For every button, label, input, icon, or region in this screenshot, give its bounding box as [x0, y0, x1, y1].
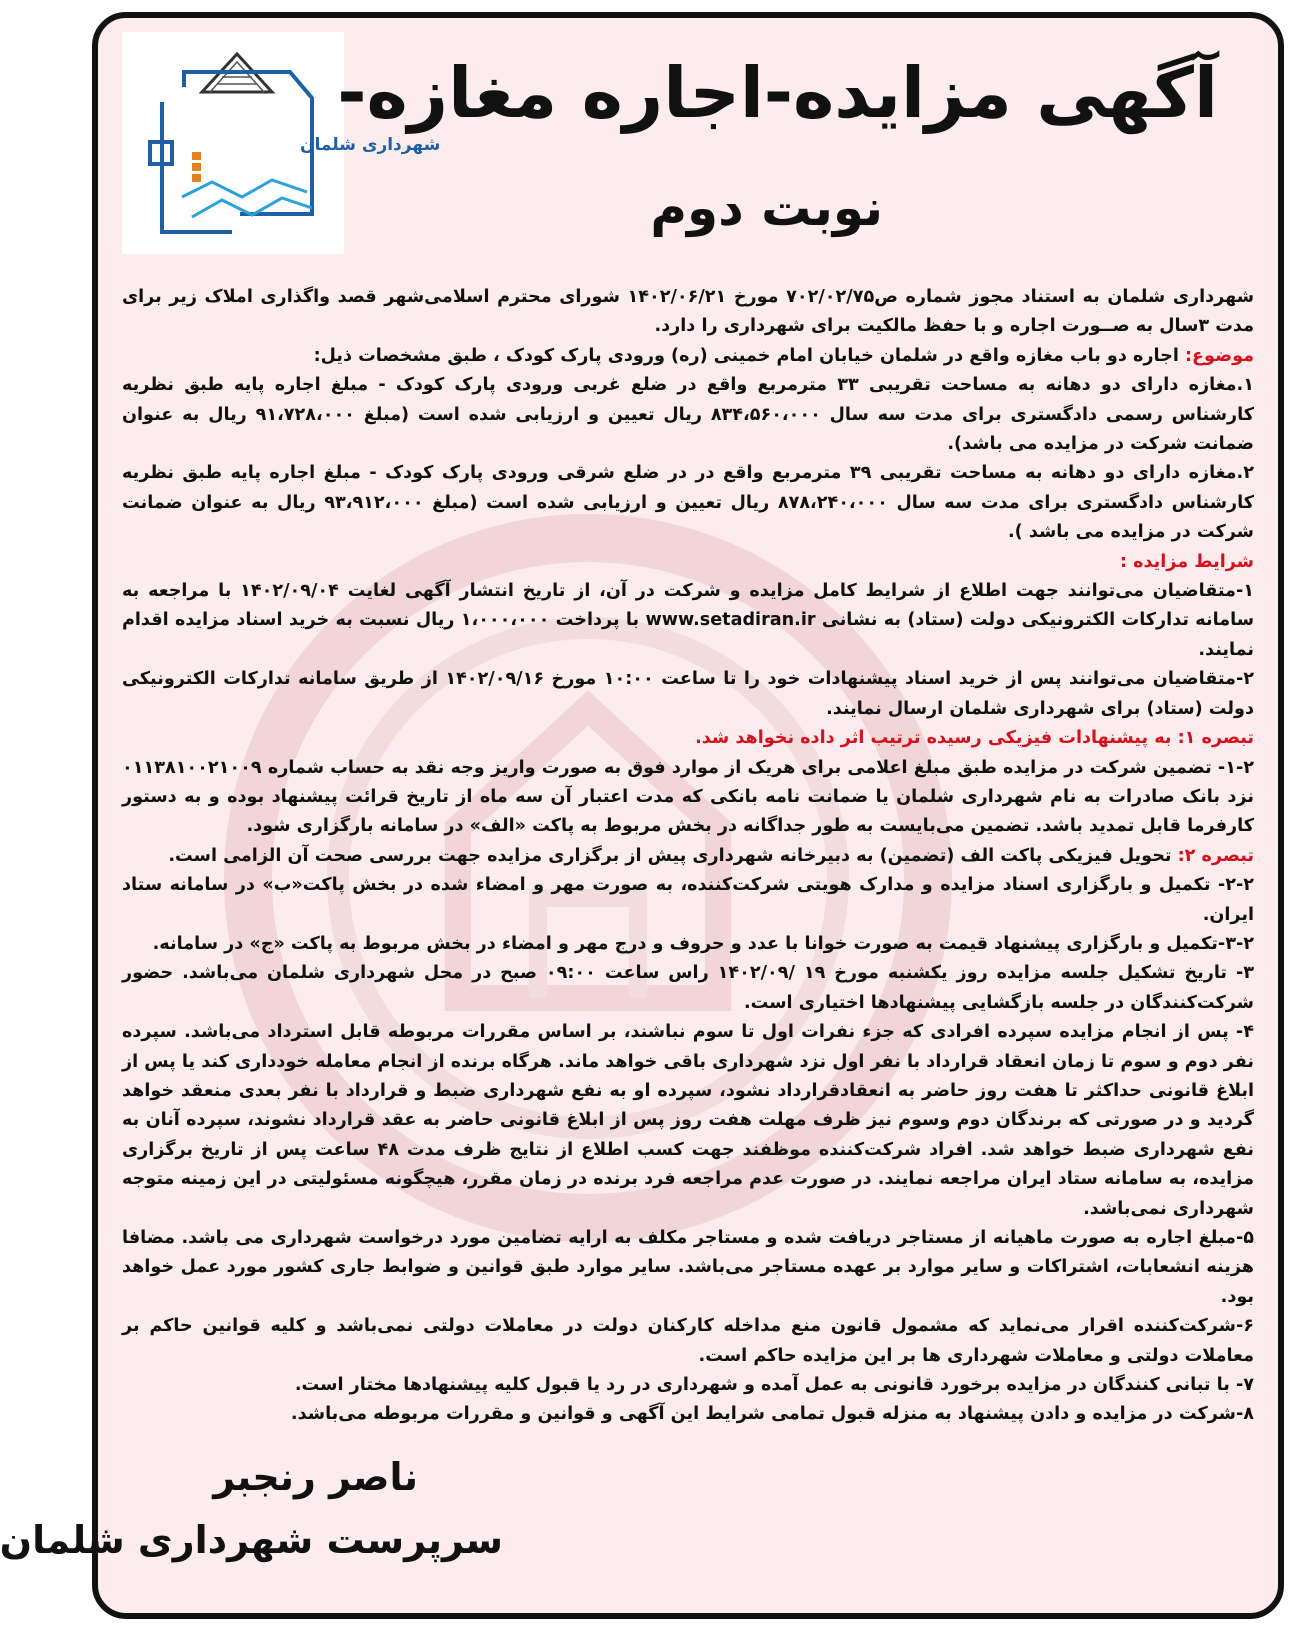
- subject-label: موضوع:: [1184, 345, 1254, 366]
- condition-2-2: ۲-۲- تکمیل و بارگزاری اسناد مزایده و مدارک هویتی شرکت‌کننده، به صورت مهر و امضاء شده در بخش پاکت«ب» در سامانه ستاد ایران.: [122, 875, 1254, 925]
- house-logo-icon: [122, 32, 441, 254]
- condition-6: ۶-شرکت‌کننده اقرار می‌نماید که مشمول قانون منع مداخله کارکنان دولت در معاملات دولتی نمی‌باشد و کلیه قوانین حاکم بر معاملات دولتی و معاملات شهرداری ها بر این مزایده حاکم است.: [122, 1316, 1254, 1366]
- condition-1: ۱-متقاضیان می‌توانند جهت اطلاع از شرایط کامل مزایده و شرکت در آن، از تاریخ انتشار آگهی لغایت ۱۴۰۲/۰۹/۰۴ با مراجعه به سامانه تدارکات الکترونیکی دولت (ستاد) به نشانی www.setadiran.ir با پرداخت ۱،۰۰۰،۰۰۰ ریال نسبت به خرید اسناد مزایده اقدام نمایند.: [122, 581, 1254, 660]
- signatory-name: ناصر رنجبر: [213, 1455, 418, 1499]
- item-1: ۱.مغازه دارای دو دهانه به مساحت تقریبی ۳۳ مترمربع واقع در ضلع غربی ورودی پارک کودک - مبلغ اجاره پایه طبق نظریه کارشناس رسمی دادگستری برای مدت سه سال ۸۳۴،۵۶۰،۰۰۰ ریال تعیین و ارزیابی شده است (مبلغ ۹۱،۷۲۸،۰۰۰ ریال به عنوان ضمانت شرکت در مزایده می باشد).: [122, 375, 1255, 455]
- condition-2-1: ۱-۲- تضمین شرکت در مزایده طبق مبلغ اعلامی برای هریک از موارد فوق به صورت واریز وجه نقد به حساب شماره ۰۱۱۳۸۱۰۰۲۱۰۰۹ نزد بانک صادرات به نام شهرداری شلمان یا ضمانت نامه بانکی که مدت اعتبار آن سه ماه از تاریخ قرائت پیشنهاد بوده و به دستور کارفرما قابل تمدید باشد. تضمین می‌بایست به طور جداگانه در بخش مربوط به پاکت «الف» در سامانه بارگزاری شود.: [122, 757, 1254, 837]
- subject-line: [122, 342, 1254, 371]
- condition-5: ۵-مبلغ اجاره به صورت ماهیانه از مستاجر دریافت شده و مستاجر مکلف به ارایه تضامین مورد درخواست شهرداری می باشد. مضافا هزینه انشعابات، اشتراکات و سایر موارد بر عهده مستاجر می‌باشد. سایر موارد طبق قوانین و ضوابط جاری کشور مورد عمل خواهد بود.: [122, 1228, 1254, 1307]
- note-2-line: [122, 842, 1254, 871]
- signatory-title: سرپرست شهرداری شلمان: [0, 1518, 503, 1562]
- intro-paragraph: شهرداری شلمان به استناد مجوز شماره ص۷۰۲/۰۲/۷۵ مورخ ۱۴۰۲/۰۶/۲۱ شورای محترم اسلامی‌شهر قصد واگذاری املاک زیر برای مدت ۳سال به صــورت اجاره و با حفظ مالکیت برای شهرداری را دارد.: [122, 287, 1254, 337]
- note-1: تبصره ۱: به پیشنهادات فیزیکی رسیده ترتیب اثر داده نخواهد شد.: [695, 728, 1254, 749]
- note-2-label: تبصره ۲:: [1177, 845, 1254, 866]
- subject-text: اجاره دو باب مغازه واقع در شلمان خیابان امام خمینی (ره) ورودی پارک کودک ، طبق مشخصات ذیل:: [313, 345, 1185, 366]
- conditions-heading: شرایط مزایده :: [1119, 551, 1254, 572]
- condition-2-3: ۳-۲-تکمیل و بارگزاری پیشنهاد قیمت به صورت خوانا با عدد و حروف و درج مهر و امضاء در بخش مربوط به پاکت «ج» در سامانه.: [152, 933, 1254, 954]
- condition-8: ۸-شرکت در مزایده و دادن پیشنهاد به منزله قبول تمامی شرایط این آگهی و قوانین و مقررات مربوطه می‌باشد.: [290, 1404, 1254, 1425]
- item-2: ۲.مغازه دارای دو دهانه به مساحت تقریبی ۳۹ مترمربع واقع در در ضلع شرقی ورودی پارک کودک - مبلغ اجاره پایه طبق نظریه کارشناس دادگستری برای مدت سه سال ۸۷۸،۲۴۰،۰۰۰ ریال تعیین و ارزیابی شده است (مبلغ ۹۳،۹۱۲،۰۰۰ ریال به عنوان ضمانت شرکت در مزایده می باشد ).: [122, 463, 1254, 543]
- page-subtitle: نوبت دوم: [650, 179, 883, 237]
- municipality-logo: [122, 32, 441, 254]
- condition-7: ۷- با تبانی کنندگان در مزایده برخورد قانونی به عمل آمده و شهرداری در رد یا قبول کلیه پیشنهادها مختار است.: [294, 1375, 1254, 1396]
- notice-frame: [0, 12, 1284, 1619]
- note-2-text: تحویل فیزیکی پاکت الف (تضمین) به دبیرخانه شهرداری پیش از برگزاری مزایده جهت بررسی صحت آن الزامی است.: [168, 845, 1178, 866]
- notice-body: [122, 283, 1254, 1430]
- page-title: آگهی مزایده-اجاره مغازه-: [337, 52, 1218, 134]
- logo-text: شهرداری شلمان: [300, 135, 441, 155]
- condition-4: ۴- پس از انجام مزایده سپرده افرادی که جزء نفرات اول تا سوم نباشند، بر اساس مقررات مربوطه قابل استرداد می‌باشد. سپرده نفر دوم و سوم تا زمان انعقاد قرارداد با نفر اول نزد شهرداری باقی خواهد ماند. هرگاه برنده از انجام معامله خودداری کند یا پس از ابلاغ قانونی حداکثر تا هفت روز حاضر به انعقادقرارداد نشود، سپرده او به نفع شهرداری ضبط و قرارداد با نفر بعدی منعقد خواهد گردید و در صورتی که برندگان دوم وسوم نیز ظرف مهلت هفت روز پس از ابلاغ قانونی حاضر به عقد قرارداد نشوند، سپرده آنان به نفع شهرداری ضبط خواهد شد. افراد شرکت‌کننده موظفند جهت کسب اطلاع از نتایج ظرف مدت ۴۸ ساعت پس از تاریخ برگزاری مزایده، به سامانه ستاد ایران مراجعه نمایند. در صورت عدم مراجعه فرد برنده در زمان مقرر، هیچگونه مسئولیتی در این زمینه متوجه شهرداری نمی‌باشد.: [122, 1022, 1255, 1219]
- condition-2: ۲-متقاضیان می‌توانند پس از خرید اسناد پیشنهادات خود را تا ساعت ۱۰:۰۰ مورخ ۱۴۰۲/۰۹/۱۶ از طریق سامانه تدارکات الکترونیکی دولت (ستاد) برای شهرداری شلمان ارسال نمایند.: [122, 669, 1254, 719]
- condition-3: ۳- تاریخ تشکیل جلسه مزایده روز یکشنبه مورخ ۱۹ /۱۴۰۲/۰۹ راس ساعت ۰۹:۰۰ صبح در محل شهرداری شلمان می‌باشد. حضور شرکت‌کنندگان در جلسه بازگشایی پیشنهادها اختیاری است.: [122, 963, 1254, 1013]
